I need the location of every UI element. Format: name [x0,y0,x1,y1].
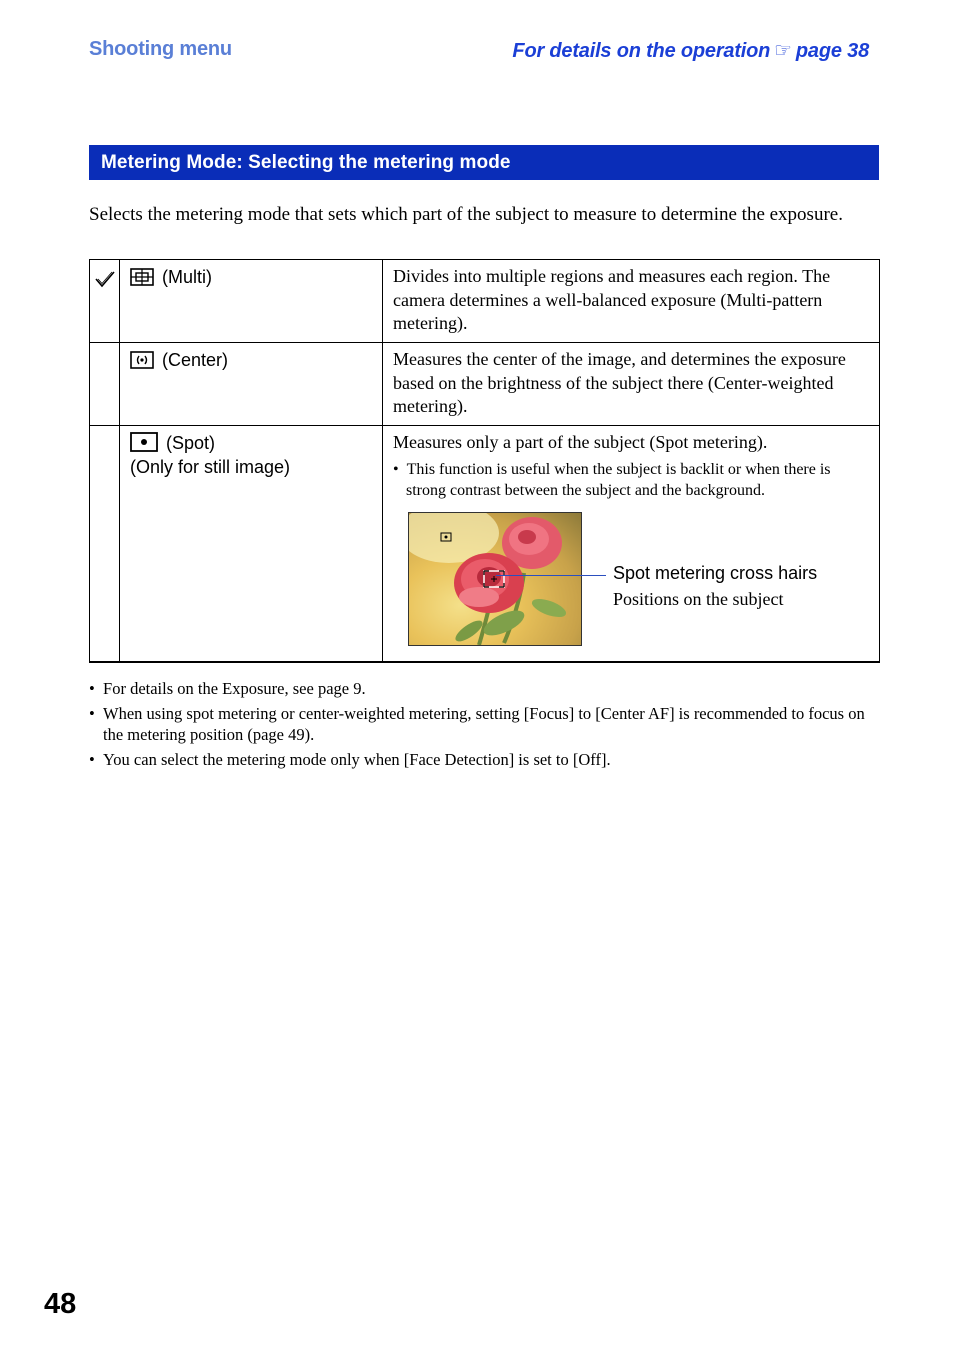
list-item: • For details on the Exposure, see page 9. [89,679,366,698]
mode-label-note: (Only for still image) [130,457,291,477]
mode-label: (Center) [162,350,229,370]
mode-label: (Multi) [162,267,212,287]
mode-name-cell [120,260,383,343]
section-title-bar: Metering Mode: Selecting the metering mode [89,145,879,180]
note-text: For details on the Exposure, see page 9. [103,679,366,698]
note-text: You can select the metering mode only when [Face Detection] is set to [Off]. [103,750,611,769]
notes-list [89,678,879,774]
default-mark-cell [90,343,120,426]
mode-description: Divides into multiple regions and measures each region. The camera determines a well-balanced exposure (Multi-pattern metering). [393,266,831,333]
default-check-icon [95,270,115,288]
default-mark-cell [90,426,120,662]
mode-name-cell [120,426,383,662]
table-row [90,343,880,426]
page-number: 48 [44,1288,77,1320]
header-section-title: Shooting menu [89,38,232,60]
spot-metering-illustration [393,501,869,651]
pointing-hand-icon: ☞ [774,40,792,62]
mode-description-cell [383,260,880,343]
spot-metering-icon [130,432,158,452]
rose-image-icon [409,513,581,645]
details-page-link[interactable]: page 38 [795,40,869,62]
mode-name-cell [120,343,383,426]
mode-description: Measures the center of the image, and determines the exposure based on the brightness of the subject there (Center-weighted metering). [393,349,846,416]
callout-title: Spot metering cross hairs [613,562,818,583]
header-details-reference [512,38,869,63]
mode-label: (Spot) [166,433,216,453]
spot-metering-tip: • This function is useful when the subject is backlit or when there is strong contrast between the subject and the background. [393,460,831,499]
mode-description-cell [383,426,880,662]
mode-description-cell [383,343,880,426]
multi-metering-icon [130,268,154,286]
list-item: • When using spot metering or center-weighted metering, setting [Focus] to [Center AF] is recommended to focus on the metering position (page 49). [89,704,865,744]
spot-metering-tip-text: This function is useful when the subject is backlit or when there is strong contrast between the subject and the background. [406,460,831,499]
note-text: When using spot metering or center-weighted metering, setting [Focus] to [Center AF] is recommended to focus on the metering position (page 49). [103,704,865,744]
mode-description: Measures only a part of the subject (Spot metering). [393,432,768,452]
table-row [90,260,880,343]
details-prefix: For details on the operation [512,40,771,62]
center-metering-icon [130,351,154,369]
callout-subtitle: Positions on the subject [613,588,784,609]
intro-paragraph: Selects the metering mode that sets which part of the subject to measure to determine the exposure. [89,204,843,225]
rose-photo [408,512,582,646]
default-mark-cell [90,260,120,343]
table-row [90,426,880,662]
metering-modes-table [89,259,880,663]
list-item: • You can select the metering mode only when [Face Detection] is set to [Off]. [89,750,611,769]
callout-leader-line [496,575,606,576]
